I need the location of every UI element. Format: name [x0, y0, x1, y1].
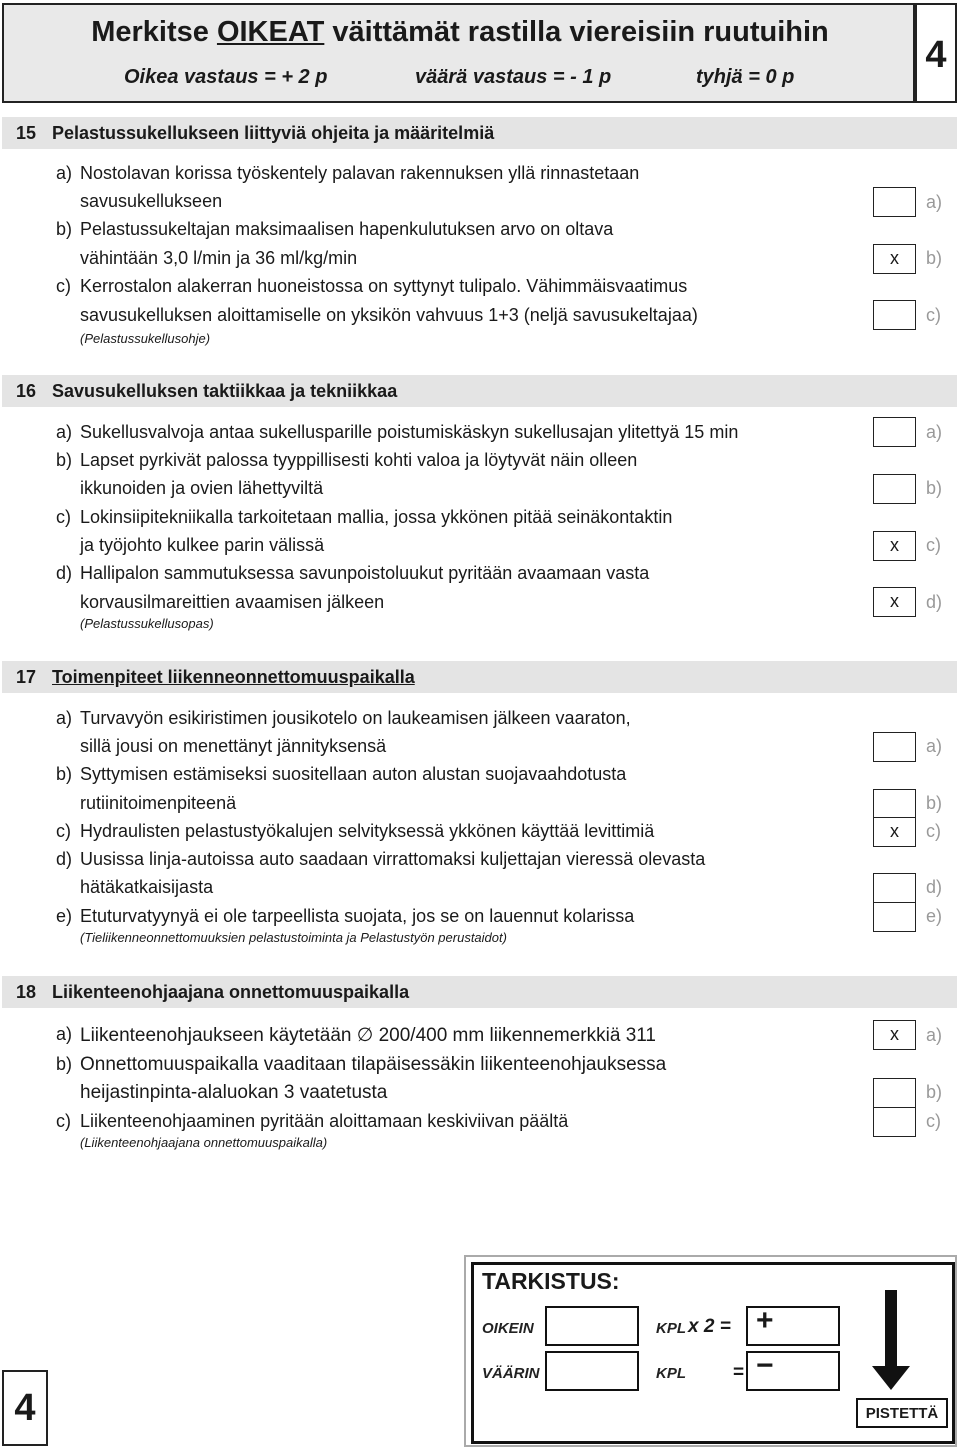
- score-correct: Oikea vastaus = + 2 p: [124, 66, 328, 88]
- q18-b-text-line2: heijastinpinta-alaluokan 3 vaatetusta: [80, 1082, 388, 1103]
- down-arrow-head-icon: [872, 1366, 910, 1390]
- q18-a-side-label: a): [926, 1025, 943, 1045]
- down-arrow-icon: [885, 1290, 897, 1368]
- q16-a-side-label: a): [926, 422, 943, 442]
- minus-box[interactable]: [746, 1351, 840, 1391]
- q17-e-checkbox[interactable]: [873, 902, 916, 932]
- equals-label: =: [733, 1362, 745, 1383]
- q16-d-side-label: d): [926, 592, 943, 612]
- correct-label: OIKEIN: [482, 1320, 534, 1337]
- q15-a-side-label: a): [926, 192, 943, 212]
- q17-d-text-line2: hätäkatkaisijasta: [80, 877, 214, 897]
- q18-c-side-label: c): [926, 1111, 941, 1131]
- q17-a-checkbox[interactable]: [873, 732, 916, 762]
- section-header-18: 18 Liikenteenohjaajana onnettomuuspaikalla: [2, 976, 957, 1008]
- q16-b-text-line2: ikkunoiden ja ovien lähettyviltä: [80, 478, 324, 498]
- q16-b-side-label: b): [926, 478, 943, 498]
- q18-b-checkbox[interactable]: [873, 1078, 916, 1108]
- wrong-count-box[interactable]: [545, 1351, 639, 1391]
- q18-c-checkbox[interactable]: [873, 1107, 916, 1137]
- section-header-16: 16 Savusukelluksen taktiikkaa ja tekniikkaa: [2, 375, 957, 407]
- q15-b-checkbox[interactable]: x: [873, 244, 916, 274]
- q17-c-checkbox[interactable]: x: [873, 817, 916, 847]
- title-emphasis: OIKEAT: [216, 16, 325, 48]
- q17-a-text-line2: sillä jousi on menettänyt jännityksensä: [80, 736, 387, 756]
- q17-b-checkbox[interactable]: [873, 789, 916, 819]
- correct-count-box[interactable]: [545, 1306, 639, 1346]
- page-number: 4: [915, 3, 957, 103]
- q17-d-side-label: d): [926, 877, 943, 897]
- wrong-label: VÄÄRIN: [482, 1365, 540, 1382]
- q17-b-text-line2: rutiinitoimenpiteenä: [80, 793, 237, 813]
- q18-a-checkbox[interactable]: x: [873, 1020, 916, 1050]
- q16-d-checkbox[interactable]: x: [873, 587, 916, 617]
- q15-b-text-line2: vähintään 3,0 l/min ja 36 ml/kg/min: [80, 248, 358, 268]
- q17-a-side-label: a): [926, 736, 943, 756]
- q16-c-text-line2: ja työjohto kulkee parin välissä: [80, 535, 325, 555]
- q15-source: (Pelastussukellusohje): [80, 331, 211, 346]
- q15-a-checkbox[interactable]: [873, 187, 916, 217]
- q16-b-checkbox[interactable]: [873, 474, 916, 504]
- q15-c-checkbox[interactable]: [873, 300, 916, 330]
- minus-sign: −: [756, 1349, 774, 1382]
- q18-b-side-label: b): [926, 1082, 943, 1102]
- q15-b-side-label: b): [926, 248, 943, 268]
- q16-c-checkbox[interactable]: x: [873, 531, 916, 561]
- footer-page-number: 4: [2, 1370, 48, 1446]
- q16-c-side-label: c): [926, 535, 941, 555]
- q17-d-checkbox[interactable]: [873, 873, 916, 903]
- score-wrong: väärä vastaus = - 1 p: [415, 66, 612, 88]
- q18-source: (Liikenteenohjaajana onnettomuuspaikalla): [80, 1135, 328, 1150]
- q15-a-text-line2: savusukellukseen: [80, 191, 223, 211]
- q17-c-side-label: c): [926, 821, 941, 841]
- page-title: Merkitse OIKEAT väittämät rastilla viereisiin ruutuihin: [91, 16, 829, 48]
- q15-c-side-label: c): [926, 305, 941, 325]
- score-empty: tyhjä = 0 p: [696, 66, 795, 88]
- q17-e-side-label: e): [926, 906, 943, 926]
- plus-box[interactable]: [746, 1306, 840, 1346]
- q17-b-side-label: b): [926, 793, 943, 813]
- times-two-label: x 2 =: [688, 1316, 731, 1337]
- q16-d-text-line2: korvausilmareittien avaamisen jälkeen: [80, 592, 385, 612]
- kpl-label-wrong: KPL: [656, 1365, 686, 1382]
- section-header-15: 15 Pelastussukellukseen liittyviä ohjeita ja määritelmiä: [2, 117, 957, 149]
- check-title: TARKISTUS:: [482, 1268, 620, 1294]
- q15-c-text-line2: savusukelluksen aloittamiselle on yksikön vahvuus 1+3 (neljä savusukeltajaa): [80, 305, 698, 325]
- plus-sign: +: [756, 1304, 774, 1337]
- section-header-17: 17 Toimenpiteet liikenneonnettomuuspaikalla: [2, 661, 957, 693]
- q17-source: (Tieliikenneonnettomuuksien pelastustoiminta ja Pelastustyön perustaidot): [80, 930, 507, 945]
- q16-source: (Pelastussukellusopas): [80, 616, 214, 631]
- points-total-box[interactable]: PISTETTÄ: [856, 1398, 948, 1428]
- kpl-label-correct: KPL: [656, 1320, 686, 1337]
- q16-a-checkbox[interactable]: [873, 417, 916, 447]
